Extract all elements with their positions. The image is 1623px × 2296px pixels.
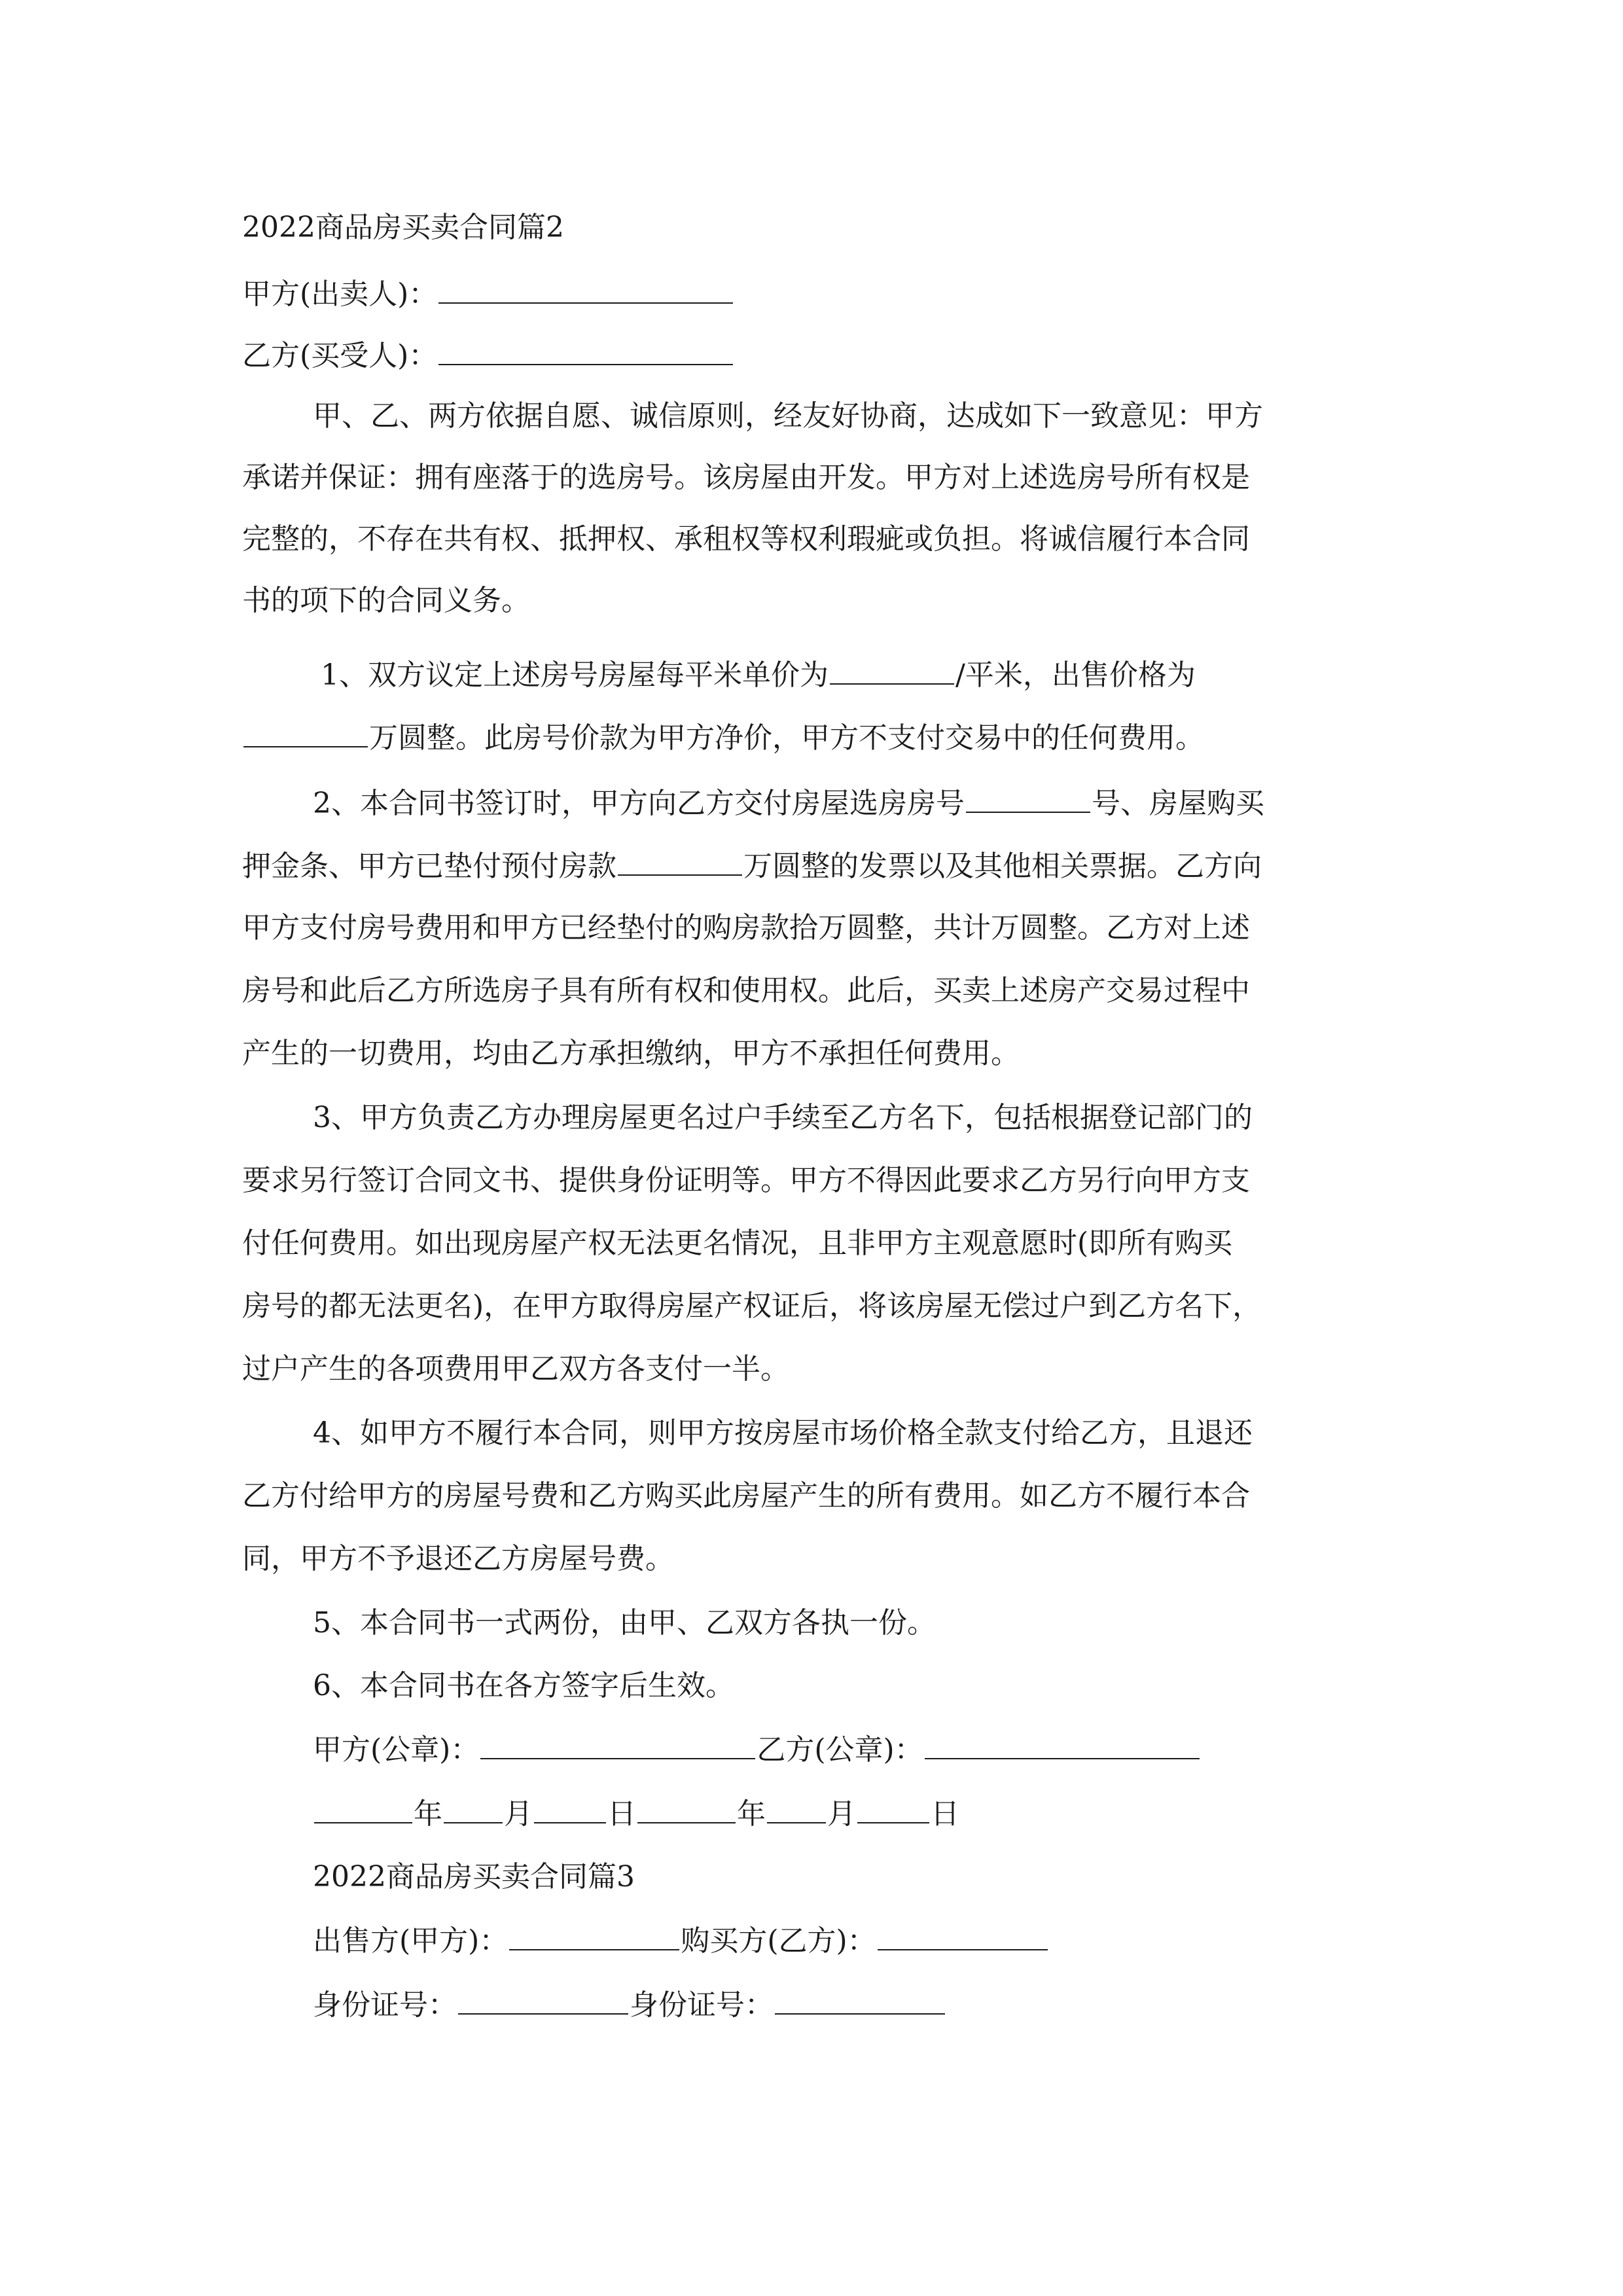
clause-2-text: 号、房屋购买 [1092, 787, 1264, 820]
party-b-seal-blank[interactable] [925, 1729, 1200, 1759]
day-label: 日 [607, 1797, 636, 1831]
seller-label: 出售方(甲方)： [313, 1924, 508, 1958]
buyer-blank[interactable] [878, 1920, 1048, 1950]
year-blank[interactable] [314, 1793, 412, 1823]
intro-line: 承诺并保证：拥有座落于的选房号。该房屋由开发。甲方对上述选房号所有权是 [242, 461, 1250, 494]
clause-2-line: 产生的一切费用，均由乙方承担缴纳，甲方不承担任何费用。 [242, 1037, 1020, 1070]
seal-line [313, 1729, 1465, 1770]
party-a-seal-blank[interactable] [480, 1729, 755, 1759]
clause-2-line [242, 846, 1394, 886]
date-line [313, 1793, 1465, 1834]
clause-2-text: 押金条、甲方已垫付预付房款 [242, 850, 616, 883]
party-b-seal-label: 乙方(公章)： [757, 1733, 923, 1767]
clause-1-text: /平米，出售价格为 [955, 658, 1196, 692]
month-label: 月 [504, 1797, 533, 1831]
clause-2-text: 2、本合同书签订时，甲方向乙方交付房屋选房房号 [313, 787, 965, 820]
seller-id-blank[interactable] [458, 1984, 628, 2015]
clause-2-line [313, 783, 1465, 823]
party-a-seller-blank[interactable] [438, 274, 733, 304]
section-heading: 2022商品房买卖合同篇3 [313, 1860, 635, 1893]
clause-3-line: 过户产生的各项费用甲乙双方各支付一半。 [242, 1352, 789, 1386]
clause-1-line [321, 655, 1472, 695]
day-label: 日 [931, 1797, 959, 1831]
clause-1-text: 1、双方议定上述房号房屋每平米单价为 [321, 658, 829, 692]
clause-2-line: 房号和此后乙方所选房子具有所有权和使用权。此后，买卖上述房产交易过程中 [242, 974, 1250, 1007]
month-blank[interactable] [444, 1793, 503, 1823]
day-blank[interactable] [534, 1793, 606, 1823]
buyer-id-label: 身份证号： [630, 1988, 774, 2022]
party-b-buyer-label: 乙方(买受人)： [242, 339, 438, 372]
clause-1-line [242, 717, 1394, 758]
clause-3-line: 房号的都无法更名)，在甲方取得房屋产权证后，将该房屋无偿过户到乙方名下， [242, 1289, 1262, 1323]
clause-3-line: 3、甲方负责乙方办理房屋更名过户手续至乙方名下，包括根据登记部门的 [313, 1101, 1253, 1134]
room-number-blank[interactable] [966, 783, 1090, 813]
party-b-buyer-blank[interactable] [438, 335, 733, 365]
year-blank[interactable] [637, 1793, 736, 1823]
buyer-label: 购买方(乙方)： [681, 1924, 876, 1958]
clause-6-line: 6、本合同书在各方签字后生效。 [313, 1669, 734, 1702]
clause-2-line: 甲方支付房号费用和甲方已经垫付的购房款拾万圆整，共计万圆整。乙方对上述 [242, 911, 1250, 944]
day-blank[interactable] [857, 1793, 929, 1823]
seller-buyer-line [313, 1920, 1465, 1961]
clause-3-line: 要求另行签订合同文书、提供身份证明等。甲方不得因此要求乙方另行向甲方支 [242, 1164, 1250, 1197]
clause-3-line: 付任何费用。如出现房屋产权无法更名情况，且非甲方主观意愿时(即所有购买 [242, 1227, 1233, 1260]
clause-4-line: 乙方付给甲方的房屋号费和乙方购买此房屋产生的所有费用。如乙方不履行本合 [242, 1479, 1250, 1513]
year-label: 年 [414, 1797, 442, 1831]
clause-4-line: 4、如甲方不履行本合同，则甲方按房屋市场价格全款支付给乙方，且退还 [313, 1416, 1253, 1450]
month-blank[interactable] [767, 1793, 826, 1823]
party-b-buyer-line [242, 335, 1394, 376]
clause-2-text: 万圆整的发票以及其他相关票据。乙方向 [743, 850, 1262, 883]
id-number-line [313, 1984, 1465, 2025]
party-a-seal-label: 甲方(公章)： [313, 1733, 480, 1767]
intro-line: 书的项下的合同义务。 [242, 584, 530, 617]
prepaid-amount-blank[interactable] [618, 846, 742, 876]
clause-1-text: 万圆整。此房号价款为甲方净价，甲方不支付交易中的任何费用。 [369, 721, 1204, 755]
unit-price-blank[interactable] [830, 655, 954, 685]
clause-4-line: 同，甲方不予退还乙方房屋号费。 [242, 1542, 674, 1575]
seller-blank[interactable] [509, 1920, 679, 1950]
section-heading: 2022商品房买卖合同篇2 [242, 211, 564, 244]
month-label: 月 [827, 1797, 856, 1831]
buyer-id-blank[interactable] [775, 1984, 945, 2015]
year-label: 年 [737, 1797, 766, 1831]
seller-id-label: 身份证号： [313, 1988, 457, 2022]
total-price-blank[interactable] [243, 717, 368, 747]
intro-line: 甲、乙、两方依据自愿、诚信原则，经友好协商，达成如下一致意见：甲方 [313, 399, 1263, 433]
party-a-seller-line [242, 274, 1394, 314]
intro-line: 完整的，不存在共有权、抵押权、承租权等权利瑕疵或负担。将诚信履行本合同 [242, 522, 1250, 556]
clause-5-line: 5、本合同书一式两份，由甲、乙双方各执一份。 [313, 1606, 936, 1640]
party-a-seller-label: 甲方(出卖人)： [242, 278, 438, 311]
